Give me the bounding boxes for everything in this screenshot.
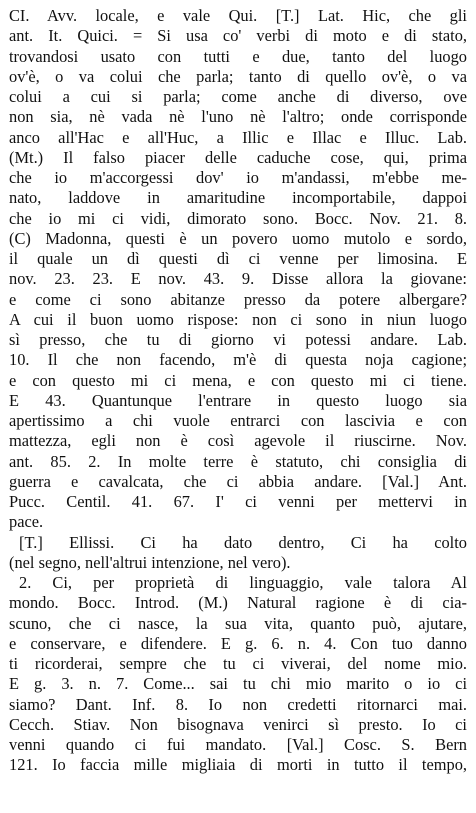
text-line: anco all'Hac e all'Huc, a Illic e Illac e Illuc. Lab. <box>9 127 467 147</box>
text-line: pace. <box>9 512 44 532</box>
text-line: ov'è, o va colui che parla; tanto di quello ov'è, o va <box>9 66 467 86</box>
text-line: mattezza, egli non è così agevole il riuscirne. Nov. <box>9 431 467 451</box>
text-line: siamo? Dant. Inf. 8. Io non credetti ritornarci mai. <box>9 694 467 714</box>
text-line: Pucc. Centil. 41. 67. I' ci venni per mettervi in <box>9 492 467 511</box>
text-line: (C) Madonna, questi è un povero uomo mutolo e sordo, <box>9 228 467 248</box>
text-line: CI. Avv. locale, e vale Qui. [T.] Lat. Hic, che gli <box>9 6 467 25</box>
text-line: e conservare, e difendere. E g. 6. n. 4. Con tuo danno <box>9 633 467 653</box>
text-line: (Mt.) Il falso piacer delle caduche cose, qui, prima <box>9 147 467 167</box>
text-line: venni quando ci fui mandato. [Val.] Cosc. S. Bern <box>9 735 467 754</box>
text-line: 10. Il che non facendo, m'è di questa noja cagione; <box>9 350 467 370</box>
text-line: e con questo mi ci mena, e con questo mi ci tiene. <box>9 370 467 390</box>
text-line: 2. Ci, per proprietà di linguaggio, vale talora Al <box>19 573 467 592</box>
text-line: nov. 23. 23. E nov. 43. 9. Disse allora la giovane: <box>9 269 467 289</box>
text-line: nato, laddove in amaritudine incomportabile, dappoi <box>9 188 467 208</box>
text-line: sì presso, che tu di giorno vi potessi andare. Lab. <box>9 330 467 349</box>
text-line: che io mi ci vidi, dimorato sono. Bocc. Nov. 21. 8. <box>9 208 467 228</box>
text-line: guerra e cavalcata, che ci abbia andare. [Val.] Ant. <box>9 471 467 491</box>
text-line: non sia, nè vada nè l'uno nè l'altro; onde corrisponde <box>9 107 467 127</box>
text-line: 121. Io faccia mille migliaia di morti in tutto il tempo, <box>9 755 467 775</box>
text-line: E 43. Quantunque l'entrare in questo luogo sia <box>9 390 467 410</box>
text-line: colui a cui si parla; come anche di diverso, ove <box>9 87 467 106</box>
text-line: che io m'accorgessi dov' io m'andassi, m'ebbe me- <box>9 168 467 187</box>
text-line: mondo. Bocc. Introd. (M.) Natural ragione è di cia- <box>9 593 467 613</box>
text-line: ant. It. Quici. = Si usa co' verbi di moto e di stato, <box>9 26 467 46</box>
text-line: Cecch. Stiav. Non bisognava venirci sì presto. Io ci <box>9 714 467 734</box>
text-line: il quale un dì questi dì ci venne per limosina. E <box>9 249 467 268</box>
text-line: apertissimo a chi vuole entrarci con lascivia e con <box>9 411 467 430</box>
text-line: e come ci sono abitanze presso da potere albergare? <box>9 289 467 309</box>
text-line: E g. 3. n. 7. Come... sai tu chi mio marito o io ci <box>9 674 467 694</box>
text-line: [T.] Ellissi. Ci ha dato dentro, Ci ha colto <box>19 532 467 552</box>
text-line: A cui il buon uomo rispose: non ci sono in niun luogo <box>9 309 467 329</box>
text-line: scuno, che ci nasce, la sua vita, quanto può, ajutare, <box>9 613 467 633</box>
text-line: trovandosi usato con tutti e due, tanto del luogo <box>9 46 467 66</box>
text-line: ant. 85. 2. In molte terre è statuto, chi consiglia di <box>9 451 467 471</box>
text-line: ti ricorderai, sempre che tu ci viverai, del nome mio. <box>9 654 467 673</box>
text-line: (nel segno, nell'altrui intenzione, nel vero). <box>9 552 291 572</box>
